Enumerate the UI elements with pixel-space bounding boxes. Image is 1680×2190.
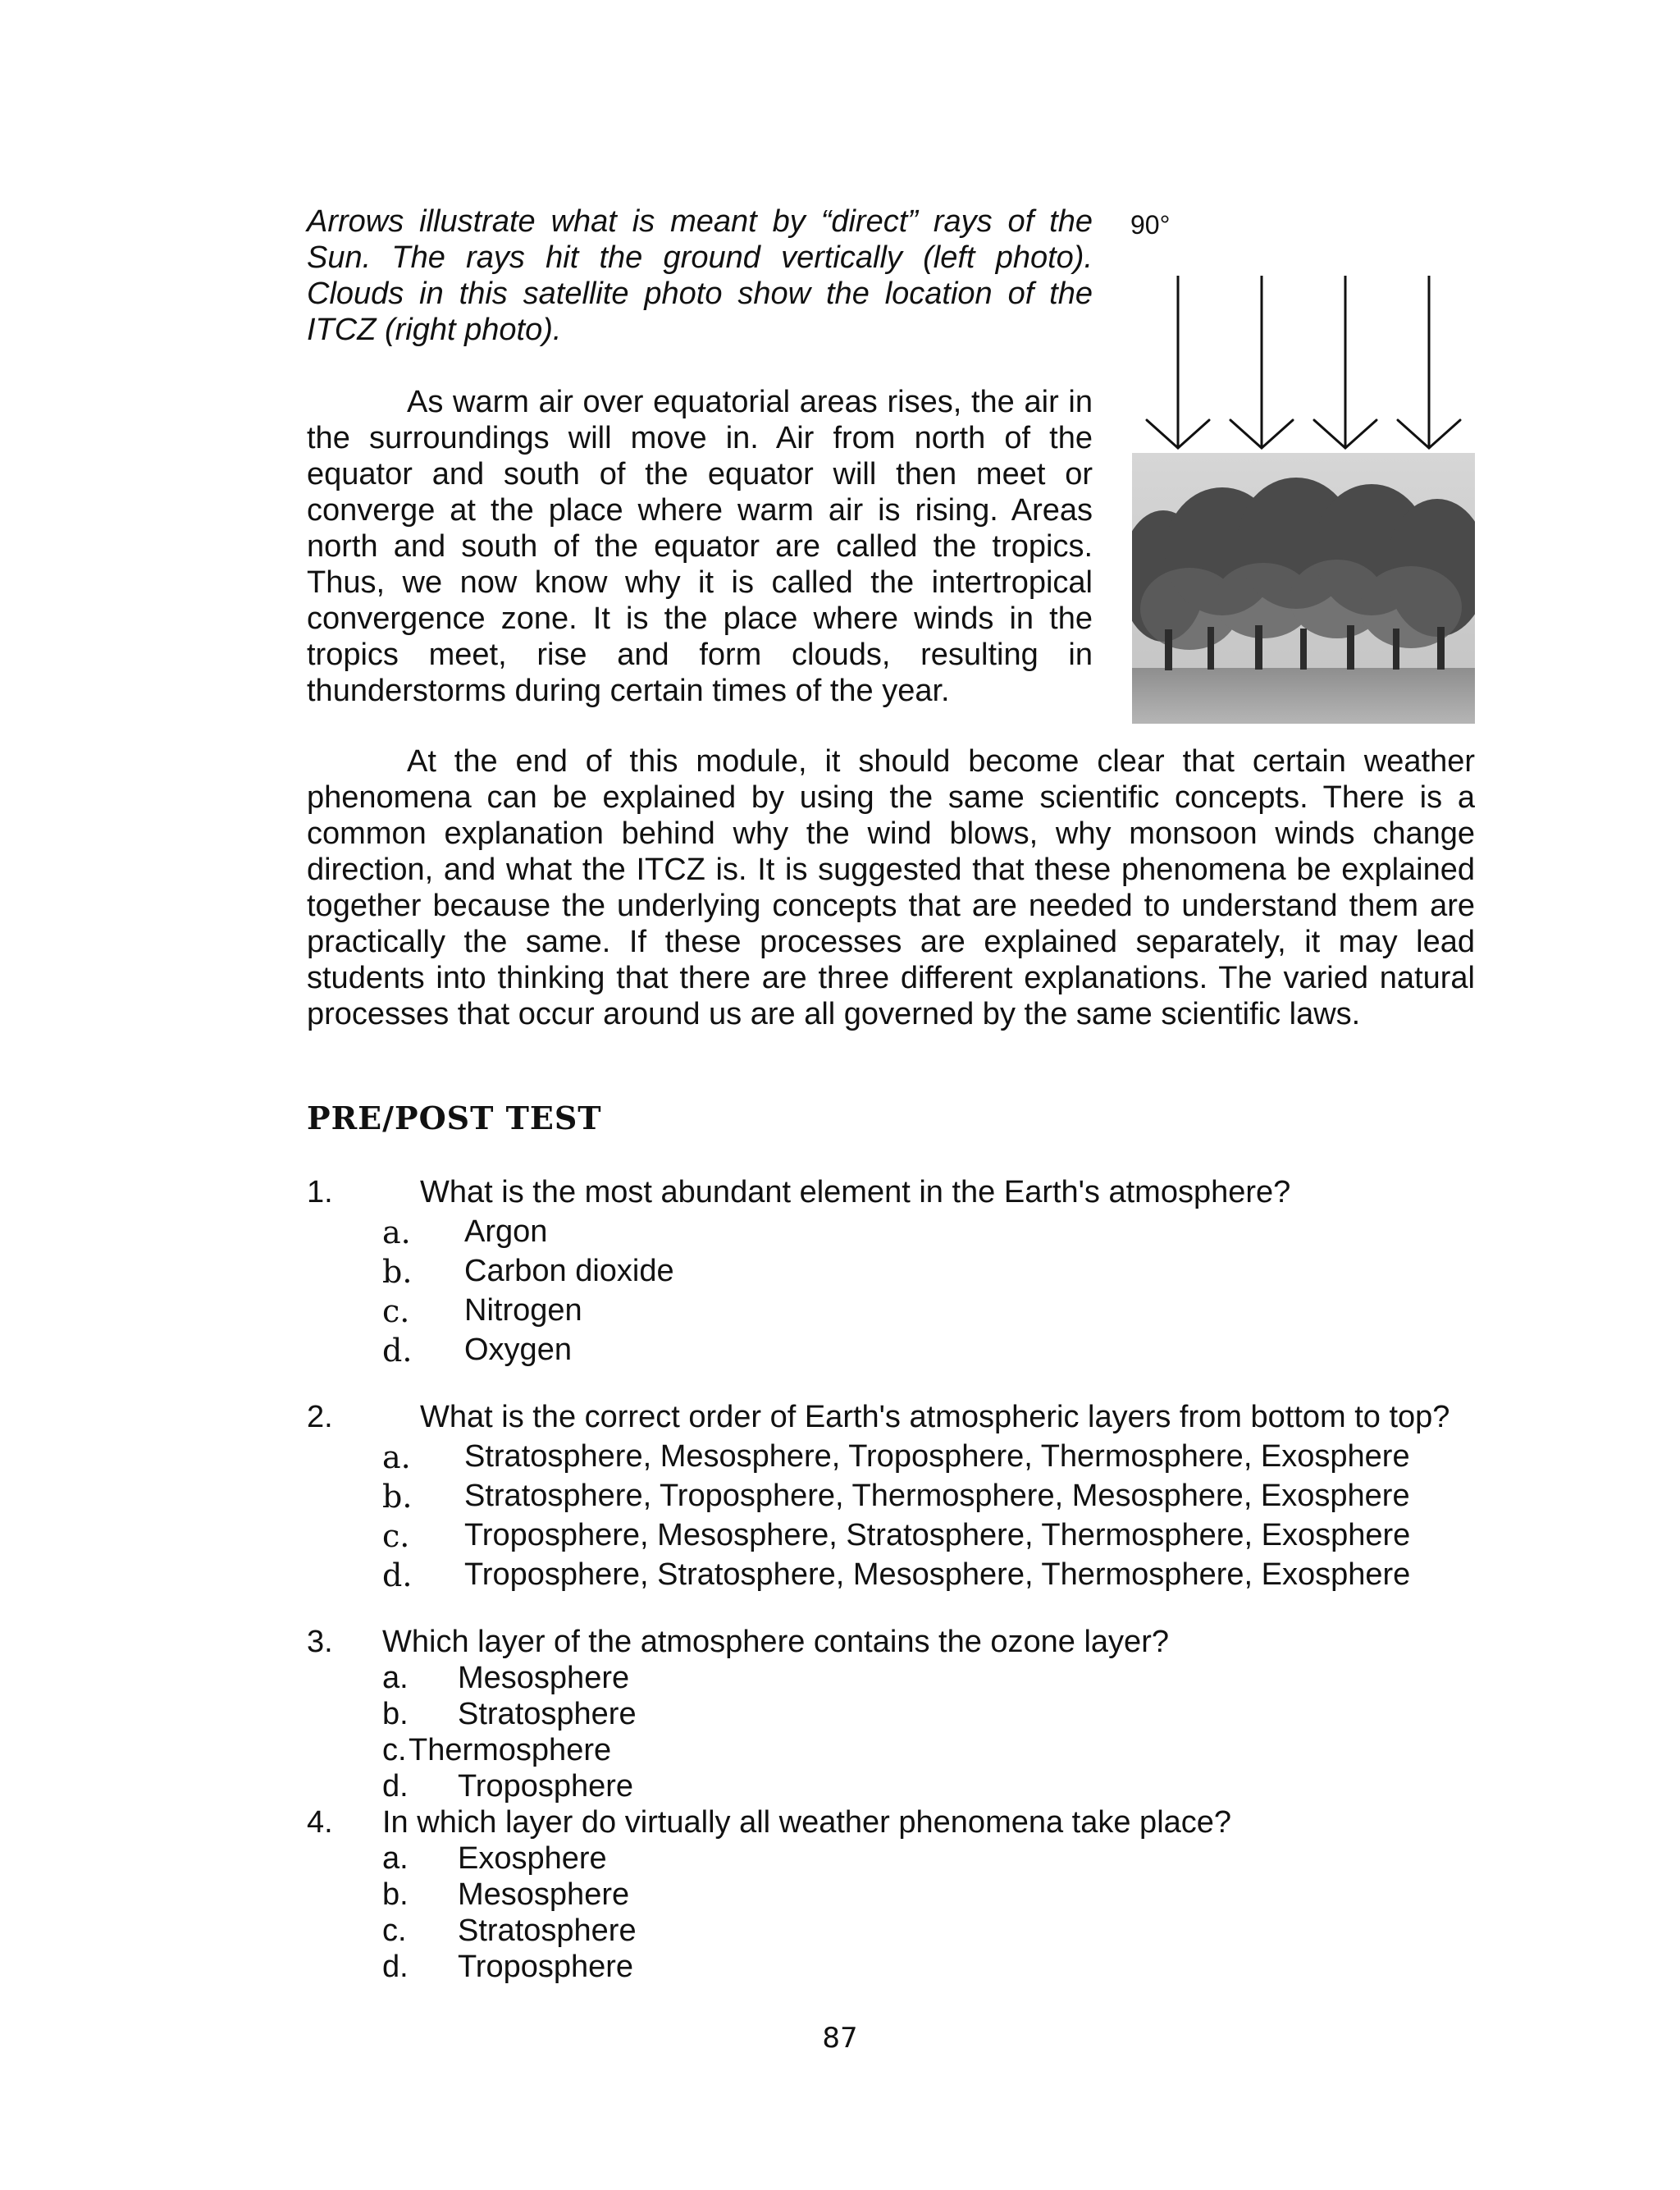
option-text: Oxygen bbox=[464, 1333, 572, 1367]
option-text: Mesosphere bbox=[458, 1661, 630, 1695]
page-number: 87 bbox=[822, 2022, 858, 2055]
question-text: What is the most abundant element in the Earth's atmosphere? bbox=[420, 1175, 1291, 1209]
option-text: Thermosphere bbox=[409, 1733, 612, 1767]
option-text: Troposphere bbox=[458, 1769, 634, 1804]
question-number: 1. bbox=[307, 1175, 333, 1209]
question-text: Which layer of the atmosphere contains the ozone layer? bbox=[382, 1625, 1169, 1659]
option-letter: d. bbox=[382, 1950, 409, 1984]
question-number: 4. bbox=[307, 1805, 333, 1840]
trees-photo bbox=[1132, 453, 1475, 724]
option-letter: b. bbox=[382, 1697, 409, 1731]
paragraph-summary: At the end of this module, it should become clear that certain weather phenomena can be explained by using the same scientific concepts. There is a common explanation behind why the wind blows, why monsoon winds change direction, and what the ITCZ is. It is suggested that these phenomena be explained together because the underlying concepts that are needed to understand them are practically the same. If these processes are explained separately, it may lead students into thinking that there are three different explanations. The varied natural processes that occur around us are all governed by the same scientific laws. bbox=[307, 744, 1475, 1031]
option-letter: a. bbox=[382, 1841, 409, 1876]
option-text: Exosphere bbox=[458, 1841, 607, 1876]
option-letter: a. bbox=[382, 1439, 411, 1475]
option-text: Stratosphere bbox=[458, 1697, 637, 1731]
question-number: 2. bbox=[307, 1400, 333, 1434]
option-text: Argon bbox=[464, 1214, 548, 1249]
option-letter: b. bbox=[382, 1877, 409, 1912]
option-text: Nitrogen bbox=[464, 1293, 582, 1328]
option-text: Stratosphere, Troposphere, Thermosphere, Mesosphere, Exosphere bbox=[464, 1479, 1410, 1513]
direct-rays-figure bbox=[1129, 210, 1475, 724]
option-letter: d. bbox=[382, 1333, 413, 1369]
option-letter: b. bbox=[382, 1254, 413, 1290]
question-text: What is the correct order of Earth's atmospheric layers from bottom to top? bbox=[420, 1400, 1450, 1434]
option-letter: a. bbox=[382, 1214, 411, 1250]
option-letter: d. bbox=[382, 1769, 409, 1804]
option-letter: c. bbox=[382, 1913, 407, 1948]
option-text: Mesosphere bbox=[458, 1877, 630, 1912]
paragraph-itcz: As warm air over equatorial areas rises, the air in the surroundings will move in. Air from north of the equator and south of the equator will then meet or converge at the place where warm air is rising. Areas north and south of the equator are called the tropics. Thus, we now know why it is called the intertropical convergence zone. It is the place where winds in the tropics meet, rise and form clouds, resulting in thunderstorms during certain times of the year. bbox=[307, 385, 1093, 708]
figure-caption: Arrows illustrate what is meant by “direct” rays of the Sun. The rays hit the ground vertically (left photo). Clouds in this satellite photo show the location of the ITCZ (right photo). bbox=[307, 204, 1093, 347]
option-text: Stratosphere, Mesosphere, Troposphere, Thermosphere, Exosphere bbox=[464, 1439, 1410, 1474]
option-letter: c. bbox=[382, 1733, 407, 1767]
option-text: Stratosphere bbox=[458, 1913, 637, 1948]
option-letter: a. bbox=[382, 1661, 409, 1695]
question-text: In which layer do virtually all weather phenomena take place? bbox=[382, 1805, 1232, 1840]
option-letter: c. bbox=[382, 1293, 410, 1329]
question-number: 3. bbox=[307, 1625, 333, 1659]
option-text: Carbon dioxide bbox=[464, 1254, 674, 1288]
section-title: PRE/POST TEST bbox=[307, 1100, 602, 1136]
option-text: Troposphere bbox=[458, 1950, 634, 1984]
option-text: Troposphere, Stratosphere, Mesosphere, Thermosphere, Exosphere bbox=[464, 1557, 1411, 1592]
angle-label: 90° bbox=[1130, 210, 1171, 240]
option-letter: d. bbox=[382, 1557, 413, 1593]
option-letter: c. bbox=[382, 1518, 410, 1554]
option-letter: b. bbox=[382, 1479, 413, 1515]
option-text: Troposphere, Mesosphere, Stratosphere, Thermosphere, Exosphere bbox=[464, 1518, 1411, 1552]
